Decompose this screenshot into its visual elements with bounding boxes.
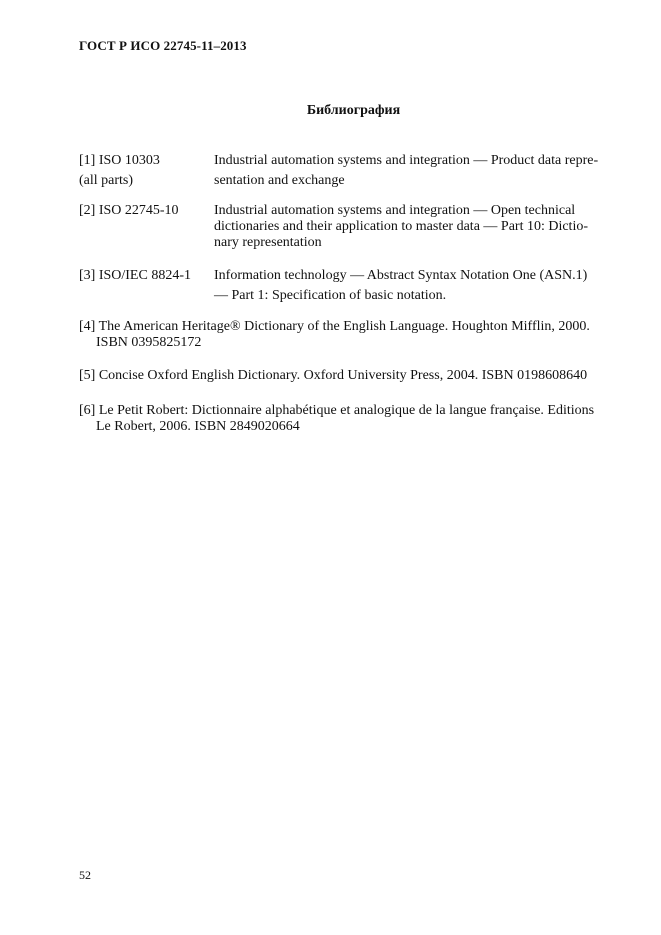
reference-title-line: Industrial automation systems and integration — Open technical: [214, 203, 576, 218]
bibliography-entry-1: [79, 153, 619, 189]
reference-id-note: (all parts): [79, 173, 134, 188]
reference-line: [4] The American Heritage® Dictionary of the English Language. Houghton Mifflin, 2000.: [79, 319, 590, 334]
page-number: 52: [79, 868, 91, 882]
reference-line: ISBN 0395825172: [96, 335, 202, 350]
bibliography-title: Библиография: [306, 103, 401, 118]
reference-id: [1] ISO 10303: [79, 153, 160, 168]
reference-title-line: — Part 1: Specification of basic notation.: [214, 288, 447, 303]
reference-title-line: Industrial automation systems and integration — Product data repre-: [214, 153, 599, 168]
reference-id: [3] ISO/IEC 8824-1: [79, 268, 191, 283]
bibliography-entry-4: [79, 319, 619, 351]
bibliography-entry-2: [79, 203, 619, 251]
reference-line: [6] Le Petit Robert: Dictionnaire alphabétique et analogique de la langue française. Editions: [79, 403, 595, 418]
reference-title-line: nary representation: [214, 235, 322, 250]
document-id-header: ГОСТ Р ИСО 22745-11–2013: [79, 38, 247, 53]
reference-title-line: sentation and exchange: [214, 173, 345, 188]
reference-title-line: Information technology — Abstract Syntax Notation One (ASN.1): [214, 268, 588, 283]
reference-line: [5] Concise Oxford English Dictionary. Oxford University Press, 2004. ISBN 0198608640: [79, 368, 588, 383]
bibliography-entry-6: [79, 403, 619, 435]
bibliography-entry-5: [79, 368, 619, 384]
bibliography-entry-3: [79, 268, 619, 304]
reference-line: Le Robert, 2006. ISBN 2849020664: [96, 419, 300, 434]
reference-title-line: dictionaries and their application to master data — Part 10: Dictio-: [214, 219, 589, 234]
reference-id: [2] ISO 22745-10: [79, 203, 179, 218]
